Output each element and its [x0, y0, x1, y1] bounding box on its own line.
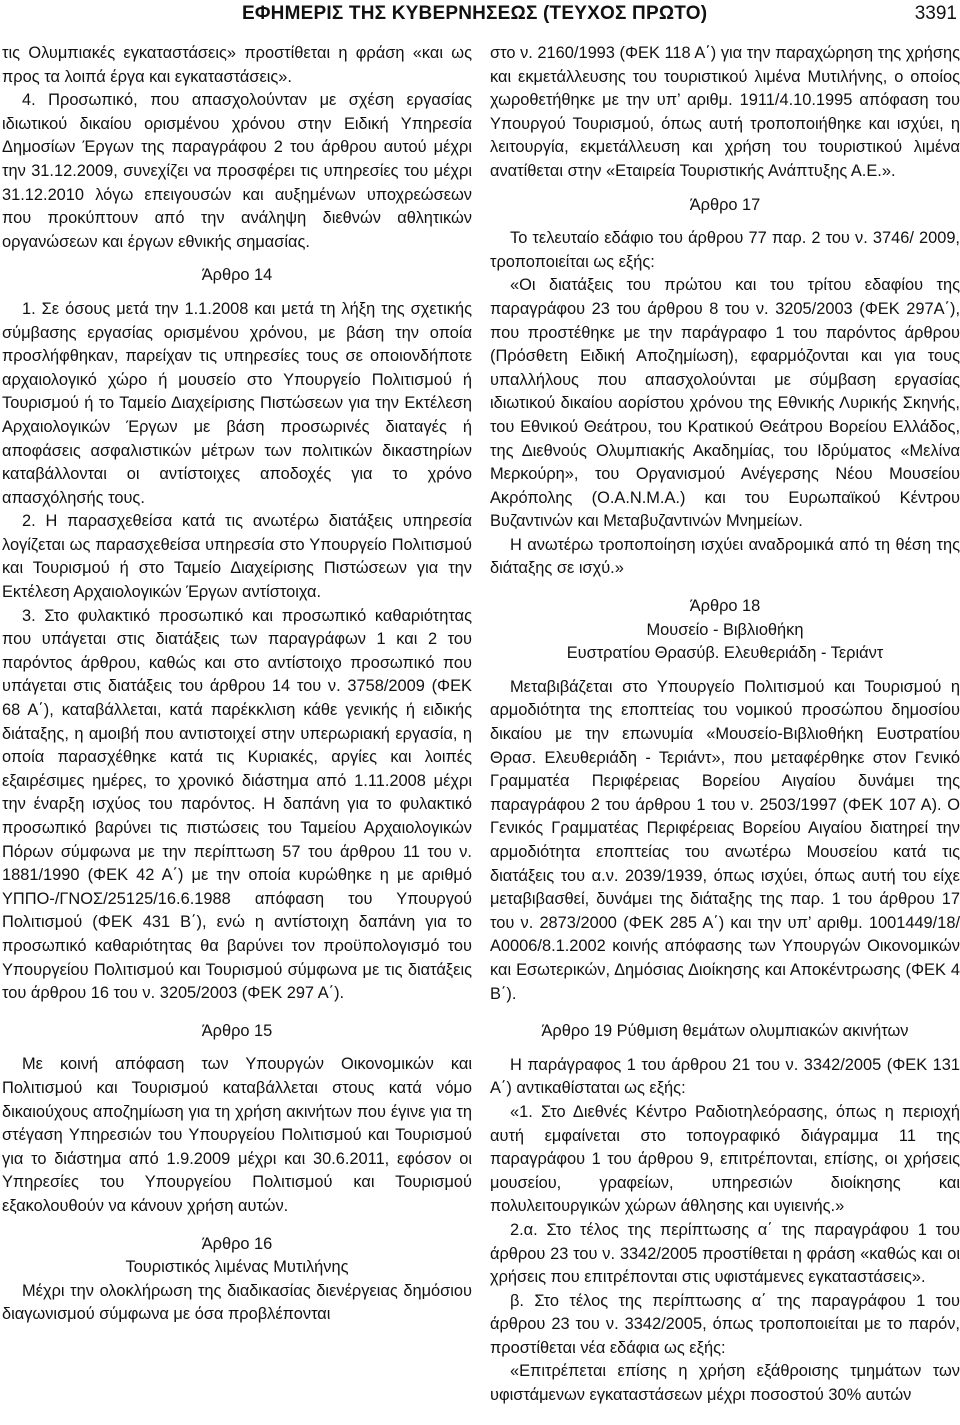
article-14-heading: Άρθρο 14 [201, 266, 273, 285]
left-column [2, 42, 472, 1327]
paragraph: Μεταβιβάζεται στο Υπουργείο Πολιτισμού και Τουρισμού η αρμοδιότητα της εποπτείας του νομικού προσώπου δημοσίου δικαίου με την επωνυμία «Μουσείο-Βιβλιοθήκη Ευστρατίου Θρασ. Ελευθεριάδη - Τεριάντ», που μεταφέρθηκε στον Γενικό Γραμματέα Περιφέρειας Βορείου Αιγαίου δυνάμει της παραγράφου 2 του άρθρου 1 του ν. 2503/1997 (ΦΕΚ 107 Α). Ο Γενικός Γραμματέας Περιφέρειας Βορείου Αιγαίου διατηρεί την αρμοδιότητα εποπτείας του ανωτέρω Μουσείου κατά τις διατάξεις του α.ν. 2039/1939, όπως ισχύει, όπως αυτή του είχε μεταβιβασθεί, δυνάμει της διάταξης της παρ. 1 του άρθρου 17 του ν. 2873/2000 (ΦΕΚ 285 Α΄) και την υπ’ αριθμ. 1001449/18/Α0006/8.1.2002 κοινής απόφασης των Υπουργών Οικονομικών και Εσωτερικών, Δημόσιας Διοίκησης και Αποκέντρωσης (ΦΕΚ 4 Β΄). [490, 677, 960, 1003]
paragraph: 2.α. Στο τέλος της περίπτωσης α΄ της παραγράφου 1 του άρθρου 23 του ν. 3342/2005 προστίθεται η φράση «καθώς και οι χρήσεις που επιτρέπονται στις υφιστάμενες εγκαταστάσεις». [490, 1220, 960, 1287]
article-16-subtitle: Τουριστικός λιμένας Μυτιλήνης [125, 1258, 349, 1277]
paragraph: Η παράγραφος 1 του άρθρου 21 του ν. 3342/2005 (ΦΕΚ 131 Α΄) αντικαθίσταται ως εξής: [490, 1055, 960, 1098]
article-18-subtitle: Ευστρατίου Θρασύβ. Ελευθεριάδη - Τεριάντ [566, 644, 884, 663]
right-column [490, 42, 960, 1408]
page-number: 3391 [914, 3, 957, 24]
article-19-heading: Άρθρο 19 Ρύθμιση θεμάτων ολυμπιακών ακινήτων [541, 1022, 909, 1041]
article-17-heading: Άρθρο 17 [689, 195, 761, 214]
article-16-heading: Άρθρο 16 [201, 1234, 273, 1253]
journal-title: ΕΦΗΜΕΡΙΣ ΤΗΣ ΚΥΒΕΡΝΗΣΕΩΣ (ΤΕΥΧΟΣ ΠΡΩΤΟ) [242, 3, 708, 24]
paragraph: Μέχρι την ολοκλήρωση της διαδικασίας διενέργειας δημόσιου διαγωνισμού σύμφωνα με όσα προβλέπονται [2, 1281, 472, 1324]
article-18-subtitle: Μουσείο - Βιβλιοθήκη [646, 620, 804, 639]
paragraph: 3. Στο φυλακτικό προσωπικό και προσωπικό καθαριότητας που υπάγεται στις διατάξεις των παραγράφων 1 και 2 του παρόντος άρθρου, καθώς και στο αντίστοιχο προσωπικό που υπάγεται στις διατάξεις του άρθρου 14 του ν. 3758/2009 (ΦΕΚ 68 Α΄), καταβάλλεται, κατά παρέκκλιση κάθε γενικής ή ειδικής διάταξης, η αμοιβή που αντιστοιχεί στην υπερωριακή εργασία, η οποία παρασχέθηκε κατά τις Κυριακές, αργίες και λοιπές εξαιρέσιμες ημέρες, το χρονικό διάστημα από 1.11.2008 μέχρι την έναρξη ισχύος του παρόντος. Η δαπάνη για το φυλακτικό προσωπικό βαρύνει τις πιστώσεις του Ταμείου Αρχαιολογικών Πόρων σύμφωνα με την περίπτωση 57 του άρθρου 11 του ν. 1881/1990 (ΦΕΚ 42 Α΄) με την οποία κυρώθηκε η με αριθμό ΥΠΠΟ-/ΓΝΟΣ/25125/16.6.1988 απόφαση του Υπουργού Πολιτισμού (ΦΕΚ 431 Β΄), ενώ η αντίστοιχη δαπάνη για το προσωπικό καθαριότητας θα βαρύνει τον προϋπολογισμό του Υπουργείου Πολιτισμού και Τουρισμού σύμφωνα με τις διατάξεις του άρθρου 16 του ν. 3205/2003 (ΦΕΚ 297 Α΄). [2, 606, 472, 1003]
paragraph: 2. Η παρασχεθείσα κατά τις ανωτέρω διατάξεις υπηρεσία λογίζεται ως παρασχεθείσα υπηρεσία στο Υπουργείο Πολιτισμού και Τουρισμού ή στο Ταμείο Διαχείρισης Πιστώσεων για την Εκτέλεση Αρχαιολογικών Έργων αντίστοιχα. [2, 512, 472, 602]
paragraph: «Επιτρέπεται επίσης η χρήση εξάθροισης τμημάτων των υφιστάμενων εγκαταστάσεων μέχρι ποσοστού 30% αυτών [490, 1362, 960, 1405]
article-18-heading: Άρθρο 18 [689, 597, 761, 616]
paragraph: 4. Προσωπικό, που απασχολούνταν με σχέση εργασίας ιδιωτικού δικαίου ορισμένου χρόνου στην Ειδική Υπηρεσία Δημοσίων Έργων της παραγράφου 2 του άρθρου αυτού μέχρι την 31.12.2009, συνεχίζει να προσφέρει τις υπηρεσίες του μέχρι 31.12.2010 λόγω επειγουσών και αυξημένων υποχρεώσεων που προκύπτουν από την ανάληψη διεθνών αθλητικών οργανώσεων και έργων εθνικής σημασίας. [2, 91, 472, 251]
article-15-heading: Άρθρο 15 [201, 1021, 273, 1040]
paragraph: «1. Στο Διεθνές Κέντρο Ραδιοτηλεόρασης, όπως η περιοχή αυτή εμφαίνεται στο τοπογραφικό διάγραμμα 11 της παραγράφου 1 του άρθρου 9, επιτρέπονται, επίσης, οι χρήσεις μουσείου, γραφείων, υπηρεσιών διοίκησης και πολυλειτουργικών χώρων άθλησης και υγιεινής.» [490, 1102, 960, 1216]
paragraph: Η ανωτέρω τροποποίηση ισχύει αναδρομικά από τη θέση της διάταξης σε ισχύ.» [490, 535, 960, 578]
paragraph: τις Ολυμπιακές εγκαταστάσεις» προστίθεται η φράση «και ως προς τα λοιπά έργα και εγκαταστάσεις». [2, 44, 472, 86]
paragraph: 1. Σε όσους μετά την 1.1.2008 και μετά τη λήξη της σχετικής σύμβασης εργασίας ορισμένου χρόνου, με βάση την οποία προσλήφθηκαν, παρείχαν τις υπηρεσίες τους σε οποιονδήποτε αρχαιολογικό χώρο ή μουσείο στο Υπουργείο Πολιτισμού ή Τουρισμού ή το Ταμείο Διαχείρισης Πιστώσεων για την Εκτέλεση Αρχαιολογικών Έργων με βάση προσωρινές διαταγές ή αποφάσεις ασφαλιστικών μέτρων των πολιτικών δικαστηρίων καταβάλλονται οι αντίστοιχες αποδοχές για το χρόνο απασχόλησής τους. [2, 299, 472, 507]
paragraph: «Οι διατάξεις του πρώτου και του τρίτου εδαφίου της παραγράφου 23 του άρθρου 8 του ν. 3205/2003 (ΦΕΚ 297Α΄), που προστέθηκε με την παράγραφο 1 του παρόντος άρθρου (Πρόσθετη Ειδική Αποζημίωση), εφαρμόζονται και για τους υπαλλήλους που απασχολούνται με σύμβαση εργασίας ιδιωτικού δικαίου αορίστου χρόνου της Εθνικής Λυρικής Σκηνής, του Εθνικού Θεάτρου, του Κρατικού Θεάτρου Βορείου Ελλάδος, της Διεθνούς Ολυμπιακής Ακαδημίας, του Ιδρύματος «Μελίνα Μερκούρη», του Οργανισμού Ανέγερσης Νέου Μουσείου Ακρόπολης (Ο.Α.Ν.Μ.Α.) και του Ευρωπαϊκού Κέντρου Βυζαντινών και Μεταβυζαντινών Μνημείων. [490, 276, 960, 531]
page-header [0, 2, 960, 32]
paragraph: στο ν. 2160/1993 (ΦΕΚ 118 Α΄) για την παραχώρηση της χρήσης και εκμετάλλευσης του τουριστικού λιμένα Μυτιλήνης, ο οποίος χωροθετήθηκε με την υπ’ αριθμ. 1911/4.10.1995 απόφαση του Υπουργού Τουρισμού, όπως αυτή τροποποιήθηκε και ισχύει, η λειτουργία, εκμετάλλευση και χρήση του τουριστικού λιμένα ανατίθεται στην «Εταιρεία Τουριστικής Ανάπτυξης Α.Ε.». [490, 44, 960, 180]
paragraph: β. Στο τέλος της περίπτωσης α΄ της παραγράφου 1 του άρθρου 23 του ν. 3342/2005, όπως τροποποιείται με το παρόν, προστίθεται νέα εδάφια ως εξής: [490, 1291, 960, 1357]
paragraph: Το τελευταίο εδάφιο του άρθρου 77 παρ. 2 του ν. 3746/ 2009, τροποποιείται ως εξής: [490, 229, 960, 271]
paragraph: Με κοινή απόφαση των Υπουργών Οικονομικών και Πολιτισμού και Τουρισμού καταβάλλεται στους κατά νόμο δικαιούχους αποζημίωση για τη χρήση ακινήτων που έγινε για τη στέγαση Υπηρεσιών του Υπουργείου Πολιτισμού και Τουρισμού για το διάστημα από 1.9.2009 μέχρι και 30.6.2011, εφόσον οι Υπηρεσίες του Υπουργείου Πολιτισμού και Τουρισμού εξακολουθούν να κάνουν χρήση αυτών. [2, 1055, 472, 1215]
